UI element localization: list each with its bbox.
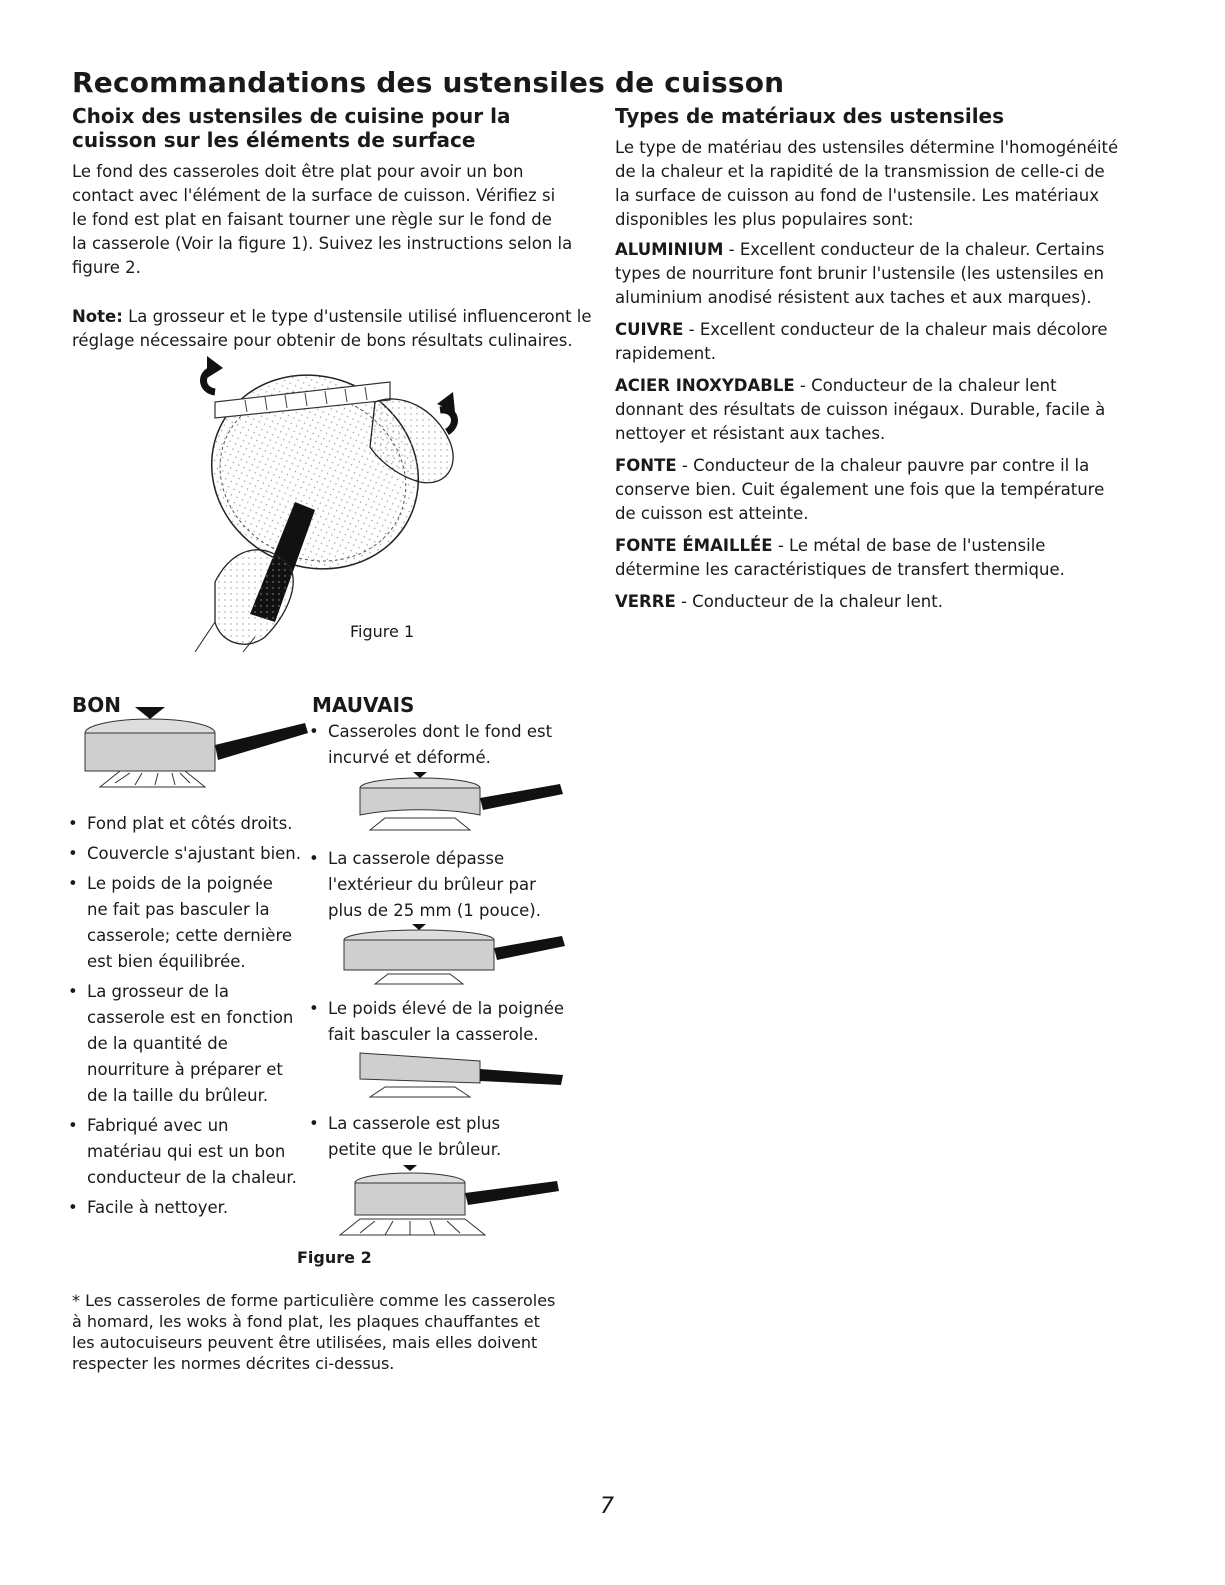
mauvais-item-4 xyxy=(303,1111,603,1163)
text-line: contact avec l'élément de la surface de cuisson. Vérifiez si xyxy=(72,186,556,205)
list-item: • Le poids élevé de la poignée fait basculer la casserole. xyxy=(303,996,603,1048)
text-line: les autocuiseurs peuvent être utilisées, mais elles doivent xyxy=(72,1333,538,1352)
text-line: Le fond des casseroles doit être plat pour avoir un bon xyxy=(72,162,524,181)
text-line: figure 2. xyxy=(72,258,141,277)
list-item: • Fond plat et côtés droits. xyxy=(62,811,322,837)
figure2-caption: Figure 2 xyxy=(297,1248,372,1267)
mauvais-item-1 xyxy=(303,719,603,771)
material-fonte: FONTE - Conducteur de la chaleur pauvre par contre il la conserve bien. Cuit également une fois que la température de cuisson est atteinte. xyxy=(615,456,1105,523)
list-item: • La grosseur de la casserole est en fonction de la quantité de nourriture à préparer et de la taille du brûleur. xyxy=(62,979,322,1109)
list-item: • Facile à nettoyer. xyxy=(62,1195,322,1221)
list-item: • Le poids de la poignée ne fait pas basculer la casserole; cette dernière est bien équilibrée. xyxy=(62,871,322,975)
figure1-illustration xyxy=(175,352,485,657)
text-line: à homard, les woks à fond plat, les plaques chauffantes et xyxy=(72,1312,540,1331)
footnote xyxy=(72,1290,612,1374)
bon-heading: BON xyxy=(72,693,121,717)
warped-pan-illustration xyxy=(345,770,575,835)
text-line: respecter les normes décrites ci-dessus. xyxy=(72,1354,395,1373)
page-number: 7 xyxy=(600,1494,614,1519)
left-intro xyxy=(72,160,612,280)
materials-list xyxy=(615,238,1160,622)
material-aluminium: ALUMINIUM - Excellent conducteur de la chaleur. Certains types de nourriture font brunir l'ustensile (les ustensiles en aluminium anodisé résistent aux taches et aux marques). xyxy=(615,240,1105,307)
note-text: réglage nécessaire pour obtenir de bons résultats culinaires. xyxy=(72,331,573,350)
text-line: Le type de matériau des ustensiles détermine l'homogénéité xyxy=(615,138,1119,157)
text-line: la surface de cuisson au fond de l'ustensile. Les matériaux xyxy=(615,186,1099,205)
material-cuivre: CUIVRE - Excellent conducteur de la chaleur mais décolore rapidement. xyxy=(615,320,1108,363)
note-paragraph xyxy=(72,305,612,353)
material-verre: VERRE - Conducteur de la chaleur lent. xyxy=(615,592,943,611)
list-item: • Couvercle s'ajustant bien. xyxy=(62,841,322,867)
good-pan-illustration xyxy=(80,705,310,800)
list-item: • Fabriqué avec un matériau qui est un bon conducteur de la chaleur. xyxy=(62,1113,322,1191)
figure1-caption: Figure 1 xyxy=(350,622,415,641)
note-text: La grosseur et le type d'ustensile utilisé influenceront le xyxy=(128,307,592,326)
list-item: • Casseroles dont le fond est incurvé et déformé. xyxy=(303,719,603,771)
mauvais-heading: MAUVAIS xyxy=(312,693,415,717)
tipping-pan-illustration xyxy=(345,1045,575,1100)
text-line: la casserole (Voir la figure 1). Suivez les instructions selon la xyxy=(72,234,573,253)
text-line: disponibles les plus populaires sont: xyxy=(615,210,914,229)
mauvais-item-3 xyxy=(303,996,603,1048)
oversized-pan-illustration xyxy=(330,922,570,987)
material-fonte-emaillee: FONTE ÉMAILLÉE - Le métal de base de l'ustensile détermine les caractéristiques de transfert thermique. xyxy=(615,536,1065,579)
material-acier-inoxydable: ACIER INOXYDABLE - Conducteur de la chaleur lent donnant des résultats de cuisson inégaux. Durable, facile à nettoyer et résistant aux taches. xyxy=(615,376,1106,443)
right-intro xyxy=(615,136,1160,232)
small-pan-illustration xyxy=(335,1163,570,1238)
text-line: * Les casseroles de forme particulière comme les casseroles xyxy=(72,1291,556,1310)
mauvais-item-2 xyxy=(303,846,603,924)
left-heading: Choix des ustensiles de cuisine pour la cuisson sur les éléments de surface xyxy=(72,104,511,152)
page-title: Recommandations des ustensiles de cuisson xyxy=(72,66,785,99)
list-item: • La casserole est plus petite que le brûleur. xyxy=(303,1111,603,1163)
bon-list xyxy=(62,811,322,1221)
text-line: le fond est plat en faisant tourner une règle sur le fond de xyxy=(72,210,552,229)
list-item: • La casserole dépasse l'extérieur du brûleur par plus de 25 mm (1 pouce). xyxy=(303,846,603,924)
right-heading: Types de matériaux des ustensiles xyxy=(615,104,1005,128)
text-line: de la chaleur et la rapidité de la transmission de celle-ci de xyxy=(615,162,1105,181)
note-label: Note: xyxy=(72,307,123,326)
